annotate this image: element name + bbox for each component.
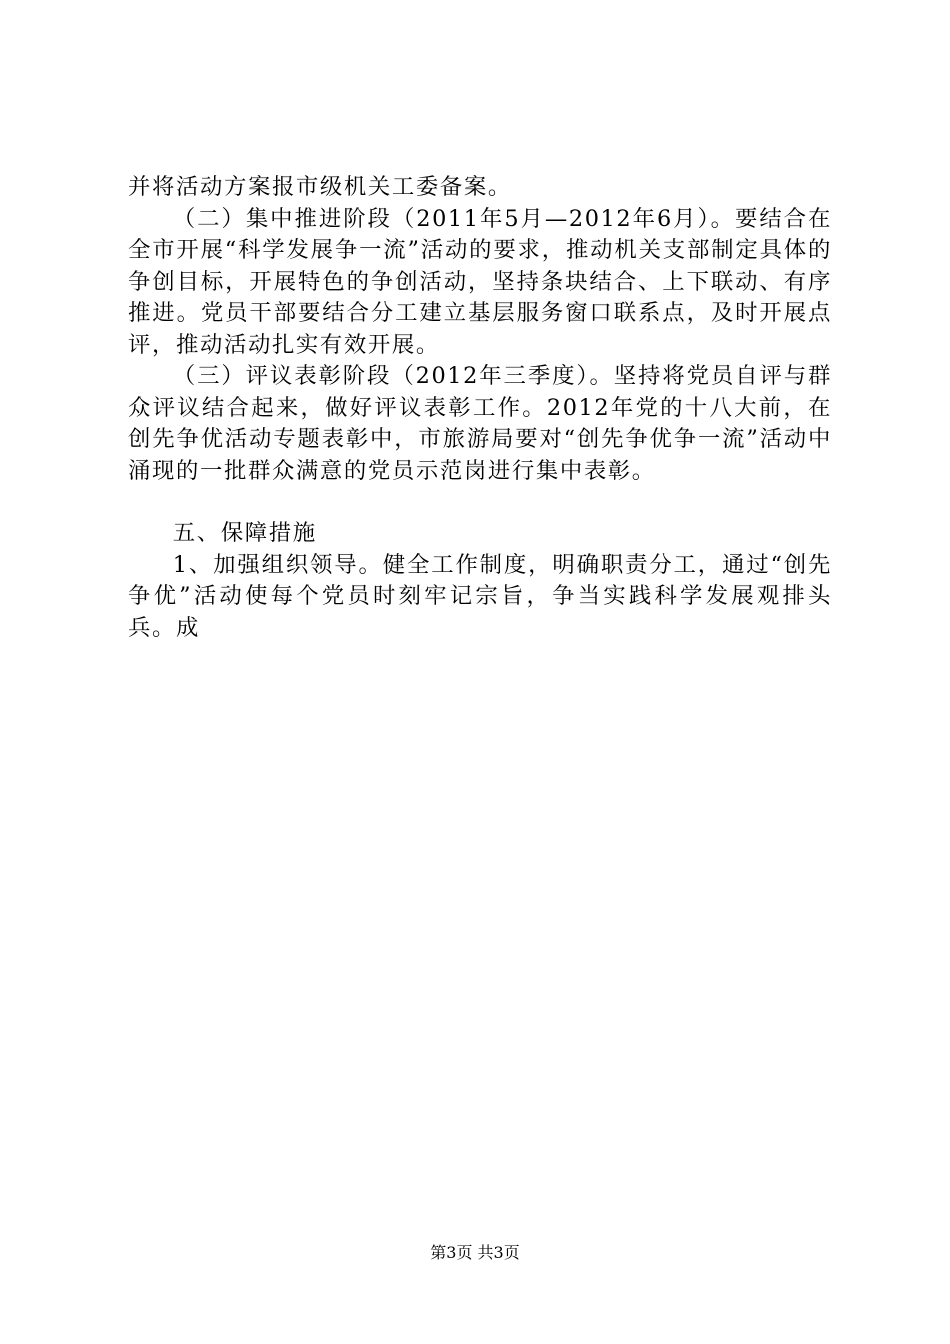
paragraph-stage-three: （三）评议表彰阶段（2012年三季度）。坚持将党员自评与群众评议结合起来，做好评议表彰工作。2012年党的十八大前，在创先争优活动专题表彰中，市旅游局要对“创先争优争一流”活动中涌现的一批群众满意的党员示范岗进行集中表彰。: [128, 363, 832, 484]
paragraph-organization-leadership: 1、加强组织领导。健全工作制度，明确职责分工，通过“创先争优”活动使每个党员时刻牢记宗旨，争当实践科学发展观排头兵。成: [128, 551, 832, 641]
paragraph-continuation: 并将活动方案报市级机关工委备案。: [128, 174, 512, 200]
section-heading-guarantee-measures: 五、保障措施: [172, 520, 317, 546]
page-footer: 第3页 共3页: [430, 1243, 520, 1262]
paragraph-stage-two: （二）集中推进阶段（2011年5月—2012年6月）。要结合在全市开展“科学发展争一流”活动的要求，推动机关支部制定具体的争创目标，开展特色的争创活动，坚持条块结合、上下联动、有序推进。党员干部要结合分工建立基层服务窗口联系点，及时开展点评，推动活动扎实有效开展。: [128, 205, 832, 358]
document-body: [128, 172, 832, 644]
